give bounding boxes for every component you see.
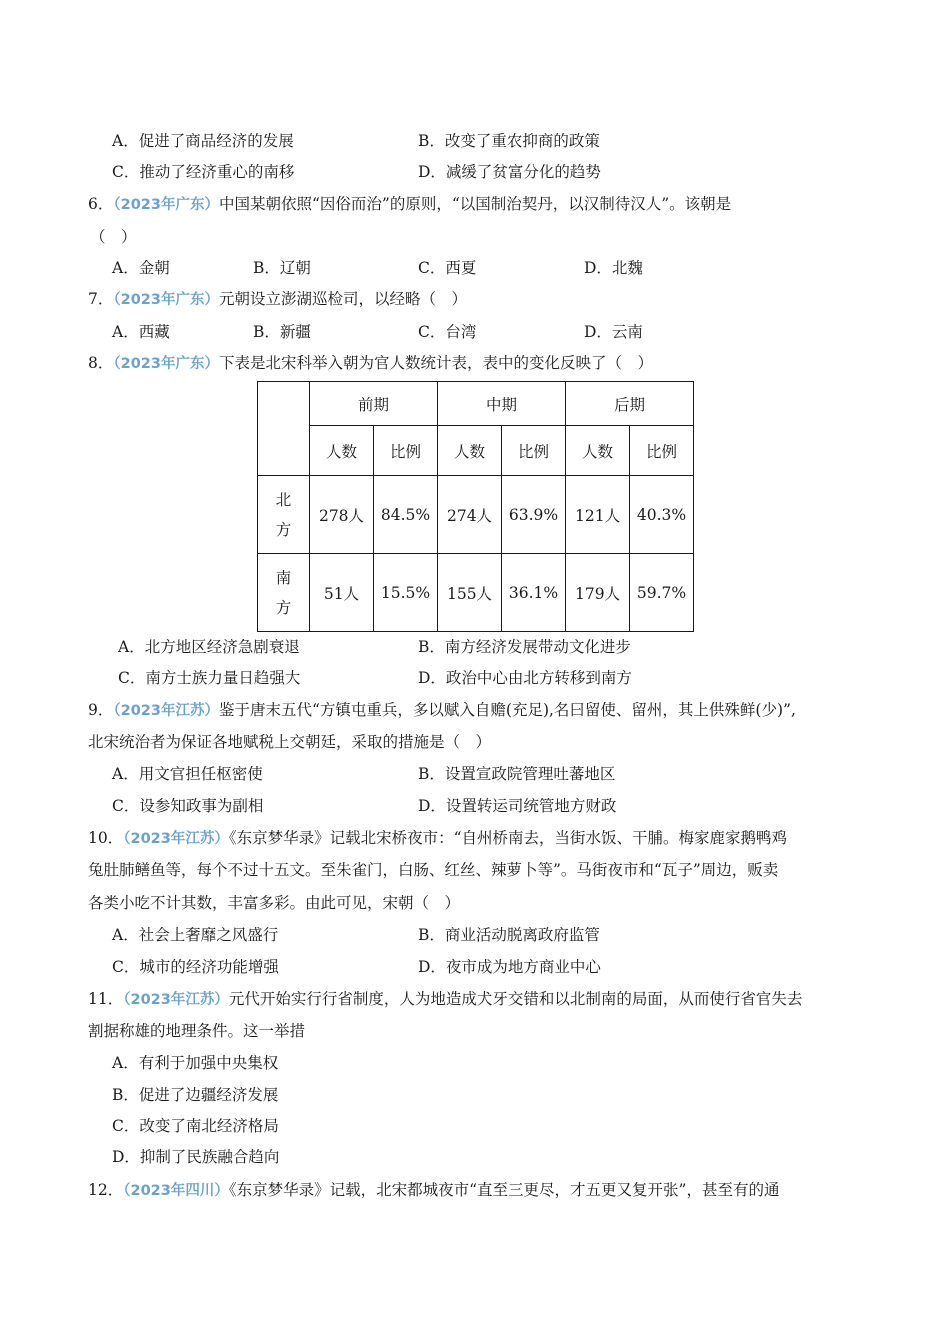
- q8-option-a[interactable]: A．北方地区经济急剧衰退: [118, 638, 300, 656]
- q8-option-c[interactable]: C．南方士族力量日趋强大: [118, 669, 301, 687]
- q9-text: 鉴于唐末五代“方镇屯重兵，多以赋入自赡(充足),名曰留使、留州，其上供殊鲜(少)”,: [218, 701, 796, 719]
- q11-option-c[interactable]: C．改变了南北经济格局: [112, 1117, 279, 1135]
- table-subheader: 比例: [374, 426, 438, 476]
- q5-option-d[interactable]: D．减缓了贫富分化的趋势: [418, 163, 601, 181]
- table-subheader: 比例: [502, 426, 566, 476]
- q5-option-c[interactable]: C．推动了经济重心的南移: [112, 163, 295, 181]
- table-period-middle: 中期: [438, 382, 566, 426]
- table-period-late: 后期: [566, 382, 694, 426]
- q10-stem-cont-2: 各类小吃不计其数，丰富多彩。由此可见，宋朝（ ）: [88, 894, 461, 912]
- q11-stem-cont: 割据称雄的地理条件。这一举措: [88, 1022, 306, 1040]
- table-subheader-row: [258, 426, 694, 476]
- q9-source: （2023年江苏）: [113, 703, 219, 719]
- q12-stem: [88, 1180, 779, 1201]
- q8-option-d[interactable]: D．政治中心由北方转移到南方: [418, 669, 632, 687]
- q8-text: 下表是北宋科举入朝为官人数统计表，表中的变化反映了（ ）: [218, 354, 653, 372]
- q11-option-b[interactable]: B．促进了边疆经济发展: [112, 1086, 279, 1104]
- q9-option-b[interactable]: B．设置宣政院管理吐蕃地区: [418, 765, 616, 783]
- q6-stem: [88, 194, 731, 215]
- q6-text: 中国某朝依照“因俗而治”的原则，“以国制治契丹，以汉制待汉人”。该朝是: [218, 195, 732, 213]
- q7-option-b[interactable]: B．新疆: [253, 323, 311, 341]
- q8-option-b[interactable]: B．南方经济发展带动文化进步: [418, 638, 631, 656]
- q6-option-b[interactable]: B．辽朝: [253, 259, 311, 277]
- table-subheader: 人数: [566, 426, 630, 476]
- table-cell: 40.3%: [630, 476, 694, 554]
- q5-option-a[interactable]: A．促进了商品经济的发展: [112, 132, 294, 150]
- q10-option-c[interactable]: C．城市的经济功能增强: [112, 958, 279, 976]
- q10-option-a[interactable]: A．社会上奢靡之风盛行: [112, 926, 279, 944]
- table-cell: 63.9%: [502, 476, 566, 554]
- q9-option-a[interactable]: A．用文官担任枢密使: [112, 765, 263, 783]
- q6-option-d[interactable]: D．北魏: [584, 259, 643, 277]
- table-cell: 179人: [566, 554, 630, 632]
- table-row-north: [258, 476, 694, 554]
- q6-answer-blank: （ ）: [90, 228, 137, 246]
- table-cell: 59.7%: [630, 554, 694, 632]
- q7-option-c[interactable]: C．台湾: [418, 323, 477, 341]
- table-cell: 84.5%: [374, 476, 438, 554]
- q9-stem: [88, 700, 796, 721]
- q12-text: 《东京梦华录》记载，北宋都城夜市“直至三更尽，才五更又复开张”，甚至有的通: [228, 1181, 780, 1199]
- q5-option-b[interactable]: B．改变了重农抑商的政策: [418, 132, 600, 150]
- q9-stem-cont: 北宋统治者为保证各地赋税上交朝廷，采取的措施是（ ）: [88, 733, 492, 751]
- q11-source: （2023年江苏）: [123, 992, 229, 1008]
- table-region-north: 北 方: [258, 476, 310, 554]
- table-subheader: 人数: [310, 426, 374, 476]
- q10-number: 10．: [88, 829, 124, 847]
- q6-option-a[interactable]: A．金朝: [112, 259, 170, 277]
- q11-stem: [88, 989, 802, 1010]
- table-corner-cell: [258, 382, 310, 476]
- table-cell: 15.5%: [374, 554, 438, 632]
- q8-statistics-table: [257, 381, 694, 632]
- q10-stem: [88, 828, 787, 849]
- q11-option-a[interactable]: A．有利于加强中央集权: [112, 1054, 279, 1072]
- q8-number: 8．: [88, 354, 114, 372]
- table-row-south: [258, 554, 694, 632]
- q7-stem: [88, 289, 467, 310]
- q6-source: （2023年广东）: [113, 197, 219, 213]
- q11-text: 元代开始实行行省制度，人为地造成犬牙交错和以北制南的局面，从而使行省官失去: [228, 990, 803, 1008]
- table-cell: 121人: [566, 476, 630, 554]
- q7-source: （2023年广东）: [113, 292, 219, 308]
- table-period-early: 前期: [310, 382, 438, 426]
- q10-stem-cont-1: 兔肚肺鳝鱼等，每个不过十五文。至朱雀门，白肠、红丝、辣萝卜等”。马街夜市和“瓦子”周边，贩卖: [88, 861, 779, 879]
- table-subheader: 人数: [438, 426, 502, 476]
- table-cell: 51人: [310, 554, 374, 632]
- table-cell: 274人: [438, 476, 502, 554]
- q7-option-a[interactable]: A．西藏: [112, 323, 170, 341]
- q9-option-c[interactable]: C．设参知政事为副相: [112, 797, 264, 815]
- q6-option-c[interactable]: C．西夏: [418, 259, 477, 277]
- q7-number: 7．: [88, 290, 114, 308]
- q11-number: 11．: [88, 990, 124, 1008]
- table-subheader: 比例: [630, 426, 694, 476]
- q10-option-b[interactable]: B．商业活动脱离政府监管: [418, 926, 600, 944]
- q10-source: （2023年江苏）: [123, 831, 229, 847]
- table-cell: 278人: [310, 476, 374, 554]
- q12-number: 12．: [88, 1181, 124, 1199]
- q8-source: （2023年广东）: [113, 356, 219, 372]
- table-header-row: [258, 382, 694, 426]
- q10-text: 《东京梦华录》记载北宋桥夜市：“自州桥南去，当街水饭、干脯。梅家鹿家鹅鸭鸡: [228, 829, 788, 847]
- q9-number: 9．: [88, 701, 114, 719]
- q8-stem: [88, 353, 653, 374]
- table-region-south: 南 方: [258, 554, 310, 632]
- q12-source: （2023年四川）: [123, 1183, 229, 1199]
- q6-number: 6．: [88, 195, 114, 213]
- q11-option-d[interactable]: D．抑制了民族融合趋向: [112, 1148, 280, 1166]
- q7-option-d[interactable]: D．云南: [584, 323, 643, 341]
- q10-option-d[interactable]: D．夜市成为地方商业中心: [418, 958, 601, 976]
- q9-option-d[interactable]: D．设置转运司统管地方财政: [418, 797, 617, 815]
- table-cell: 155人: [438, 554, 502, 632]
- table-cell: 36.1%: [502, 554, 566, 632]
- q7-text: 元朝设立澎湖巡检司，以经略（ ）: [218, 290, 467, 308]
